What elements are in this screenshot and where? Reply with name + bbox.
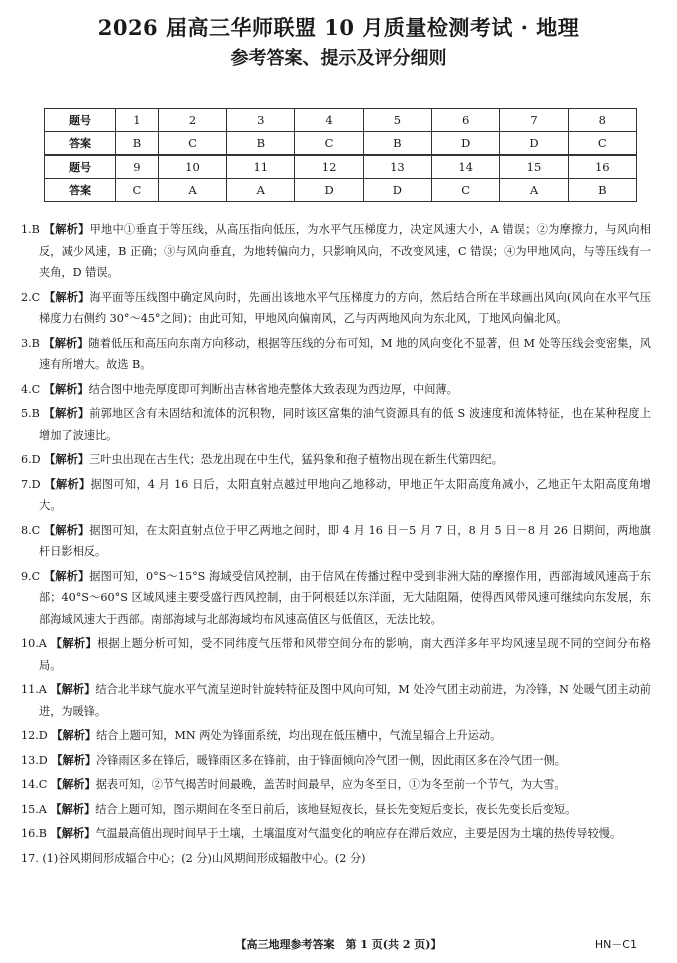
answer-table-cell: D [363,179,431,202]
answer-table-cell: A [500,179,568,202]
answer-table-cell: 9 [116,155,159,179]
answer-table-cell: B [568,179,636,202]
item-text: 据图可知，在太阳直射点位于甲乙两地之间时，即 4 月 16 日－5 月 7 日，8 月 5 日－8 月 26 日期间，两地旗杆日影相反。 [39,523,651,558]
answer-table-cell: 10 [158,155,226,179]
answer-table-cell: 6 [432,109,500,132]
item-number: 10.A [21,637,47,650]
analysis-tag: 【解析】 [50,683,96,696]
answer-table-cell: 11 [227,155,295,179]
item-text: 甲地中①垂直于等压线，从高压指向低压，为水平气压梯度力，决定风速大小，A 错误；②为摩擦力，与风向相反，减少风速，B 正确；③与风向垂直，为地转偏向力，只影响风向，不改变风速，C 错误；④为甲地风向，与等压线有一夹角，D 错误。 [39,223,651,279]
explanation-item [21,633,651,676]
answer-table-cell: C [432,179,500,202]
analysis-tag: 【解析】 [43,523,90,537]
item-number: 6.D [21,453,41,466]
answer-table-cell: 16 [568,155,636,179]
item-number: 16.B [21,827,48,840]
item-text: 气温最高值出现时间早于土壤，土壤温度对气温变化的响应存在滞后效应，主要是因为土壤的热传导较慢。 [95,827,622,840]
answer-table-cell: C [158,132,226,156]
analysis-tag: 【解析】 [50,778,96,791]
analysis-tag: 【解析】 [51,753,97,767]
item-number: 15.A [21,802,47,816]
footer-page-info: 【高三地理参考答案 第 1 页(共 2 页)】 [235,938,442,951]
answer-table-row [45,155,637,179]
answer-table-row [45,132,637,156]
explanation-item [21,333,651,376]
item-number: 7.D [21,477,41,491]
item-number: 3.B [21,336,40,350]
analysis-tag: 【解析】 [43,290,90,304]
analysis-tag: 【解析】 [43,223,90,236]
item-number: 4.C [21,382,41,396]
explanation-item [21,725,651,747]
explanation-item [21,219,651,284]
answer-table-cell: 1 [116,109,159,132]
analysis-tag: 【解析】 [51,729,97,742]
item-number: 13.D [21,753,48,767]
answer-table-row [45,179,637,202]
item-text: 前郭地区含有未固结和流体的沉积物，同时该区富集的油气资源具有的低 S 波速度和流体特征，也在某种程度上增加了波速比。 [39,407,651,442]
answer-table-cell: D [500,132,568,156]
explanation-item [21,379,651,401]
explanation-item [21,520,651,563]
explanation-item [21,679,651,722]
item-text: (1)谷风期间形成辐合中心；(2 分)山风期间形成辐散中心。(2 分) [42,851,366,865]
answer-table-cell: B [363,132,431,156]
item-number: 1.B [21,223,40,236]
answer-table-cell: 13 [363,155,431,179]
analysis-tag: 【解析】 [43,336,89,350]
analysis-tag: 【解析】 [44,453,89,466]
analysis-tag: 【解析】 [43,569,90,583]
analysis-tag: 【解析】 [50,637,97,650]
page-title: 2026 届高三华师联盟 10 月质量检测考试 · 地理 [97,15,580,40]
row-label: 题号 [45,109,116,132]
answer-table-cell: 12 [295,155,363,179]
analysis-tag: 【解析】 [50,802,96,816]
answer-table-cell: A [227,179,295,202]
item-number: 12.D [21,729,48,742]
page-subtitle: 参考答案、提示及评分细则 [230,48,447,69]
answer-table-cell: 8 [568,109,636,132]
analysis-tag: 【解析】 [44,477,91,491]
row-label: 题号 [45,155,116,179]
explanation-item [21,287,651,330]
item-text: 据表可知，②节气揭苦时间最晚，盖苦时间最早，应为冬至日，①为冬至前一个节气，为大雪。 [95,778,566,791]
analysis-tag: 【解析】 [43,382,89,396]
item-number: 5.B [21,407,40,420]
item-number: 8.C [21,523,41,537]
row-label: 答案 [45,179,116,202]
item-text: 根据上题分析可知，受不同纬度气压带和风带空间分布的影响，南大西洋多年平均风速呈现不同的空间分布格局。 [39,637,651,672]
explanation-list [21,219,651,872]
row-label: 答案 [45,132,116,156]
answer-table-cell: 14 [432,155,500,179]
explanation-item [21,474,651,517]
answer-table-cell: 5 [363,109,431,132]
item-number: 11.A [21,683,47,696]
analysis-tag: 【解析】 [43,407,90,420]
explanation-item [21,403,651,446]
item-text: 随着低压和高压向东南方向移动，根据等压线的分布可知，M 地的风向变化不显著，但 M 处等压线会变密集，风速有所增大。故选 B。 [39,336,651,371]
explanation-item [21,848,651,870]
answer-table [44,108,637,202]
explanation-item [21,823,651,845]
item-text: 海平面等压线图中确定风向时，先画出该地水平气压梯度力的方向，然后结合所在半球画出风向(风向在水平气压梯度力右侧约 30°～45°之间)；由此可知，甲地风向偏南风，乙与丙两地风向为东北风，丁地风向偏北风。 [39,290,651,325]
explanation-item [21,799,651,821]
answer-table-cell: C [295,132,363,156]
explanation-item [21,449,651,471]
item-text: 据图可知，0°S～15°S 海域受信风控制，由于信风在传播过程中受到非洲大陆的摩擦作用，西部海域风速高于东部；40°S～60°S 区域风速主要受盛行西风控制，由于阿根廷以东洋面，无大陆阻隔，使得西风带风速可继续向东发展，东部海域风速大于西部。南部海域与北部海域均布风速高值区与低值区，无法比较。 [39,569,651,626]
answer-table-cell: A [158,179,226,202]
item-text: 三叶虫出现在古生代；恐龙出现在中生代，猛犸象和孢子植物出现在新生代第四纪。 [88,453,503,466]
footer-code: HN－C1 [594,938,637,951]
answer-table-cell: D [432,132,500,156]
item-text: 结合图中地壳厚度即可判断出吉林省地壳整体大致表现为西边厚，中间薄。 [88,382,458,396]
explanation-item [21,750,651,772]
item-text: 据图可知，4 月 16 日后，太阳直射点越过甲地向乙地移动，甲地正午太阳高度角减小，乙地正午太阳高度角增大。 [39,477,651,512]
item-number: 2.C [21,290,41,304]
answer-table-cell: B [116,132,159,156]
answer-table-cell: 15 [500,155,568,179]
answer-table-cell: 3 [227,109,295,132]
item-number: 17. [21,851,39,865]
item-text: 结合上题可知，MN 两处为锋面系统，均出现在低压槽中，气流呈辐合上升运动。 [96,729,502,742]
answer-table-cell: 4 [295,109,363,132]
explanation-item [21,566,651,631]
answer-table-cell: B [227,132,295,156]
explanation-item [21,774,651,796]
item-text: 结合北半球气旋水平气流呈逆时针旋转特征及图中风向可知，M 处冷气团主动前进，为冷锋，N 处暖气团主动前进，为暖锋。 [39,683,651,718]
item-text: 结合上题可知，图示期间在冬至日前后，该地昼短夜长，昼长先变短后变长，夜长先变长后变短。 [95,802,577,816]
answer-table-row [45,109,637,132]
answer-table-cell: 2 [158,109,226,132]
item-number: 9.C [21,569,41,583]
answer-table-cell: 7 [500,109,568,132]
item-number: 14.C [21,778,48,791]
item-text: 冷锋雨区多在锋后，暖锋雨区多在锋前，由于锋面倾向冷气团一侧，因此雨区多在冷气团一侧。 [96,753,566,767]
answer-table-cell: D [295,179,363,202]
analysis-tag: 【解析】 [50,827,96,840]
answer-table-cell: C [116,179,159,202]
answer-table-cell: C [568,132,636,156]
